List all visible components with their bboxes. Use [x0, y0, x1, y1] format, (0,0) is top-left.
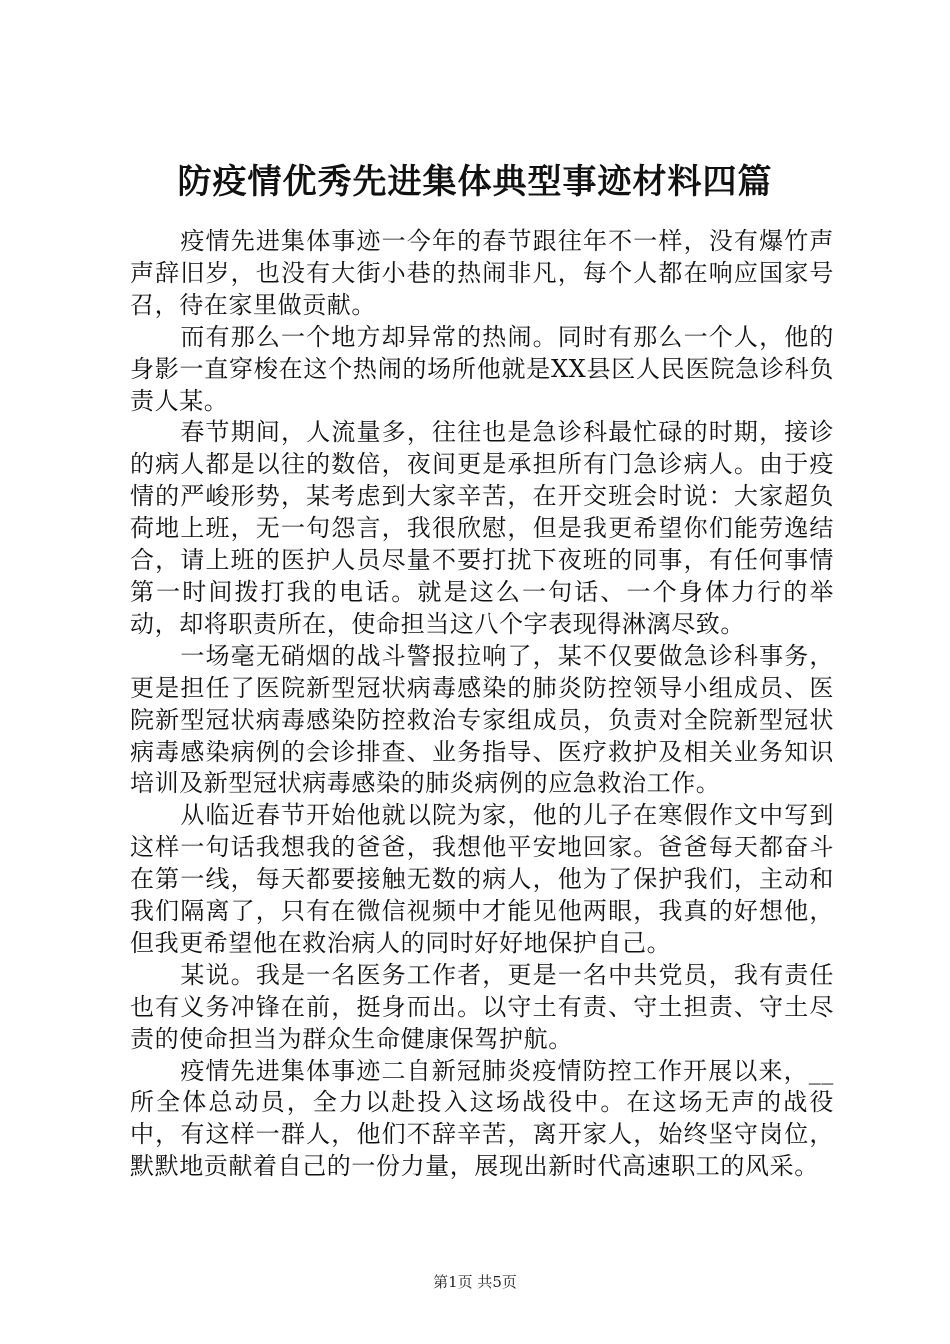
- paragraph-1: 疫情先进集体事迹一今年的春节跟往年不一样，没有爆竹声声辞旧岁，也没有大街小巷的热闹非凡，每个人都在响应国家号召，待在家里做贡献。: [130, 227, 834, 319]
- paragraph-2: 而有那么一个地方却异常的热闹。同时有那么一个人，他的身影一直穿梭在这个热闹的场所他就是XX县区人民医院急诊科负责人某。: [130, 322, 834, 415]
- paragraph-4: 一场毫无硝烟的战斗警报拉响了，某不仅要做急诊科事务，更是担任了医院新型冠状病毒感染的肺炎防控领导小组成员、医院新型冠状病毒感染防控救治专家组成员，负责对全院新型冠状病毒感染病例的会诊排查、业务指导、医疗救护及相关业务知识培训及新型冠状病毒感染的肺炎病例的应急救治工作。: [130, 641, 834, 798]
- document-body: [130, 226, 834, 1183]
- paragraph-5: 从临近春节开始他就以院为家，他的儿子在寒假作文中写到这样一句话我想我的爸爸，我想他平安地回家。爸爸每天都奋斗在第一线，每天都要接触无数的病人，他为了保护我们，主动和我们隔离了，只有在微信视频中才能见他两眼，我真的好想他，但我更希望他在救治病人的同时好好地保护自己。: [130, 801, 834, 957]
- page-number-footer: 第1页 共5页: [433, 1273, 517, 1291]
- paragraph-7: 疫情先进集体事迹二自新冠肺炎疫情防控工作开展以来，__所全体总动员，全力以赴投入这场战役中。在这场无声的战役中，有这样一群人，他们不辞辛苦，离开家人，始终坚守岗位，默默地贡献着自己的一份力量，展现出新时代高速职工的风采。: [130, 1056, 834, 1181]
- paragraph-3: 春节期间，人流量多，往往也是急诊科最忙碌的时期，接诊的病人都是以往的数倍，夜间更是承担所有门急诊病人。由于疫情的严峻形势，某考虑到大家辛苦，在开交班会时说：大家超负荷地上班，无一句怨言，我很欣慰，但是我更希望你们能劳逸结合，请上班的医护人员尽量不要打扰下夜班的同事，有任何事情第一时间拨打我的电话。就是这么一句话、一个身体力行的举动，却将职责所在，使命担当这八个字表现得淋漓尽致。: [130, 418, 834, 638]
- document-title: 防疫情优秀先进集体典型事迹材料四篇: [177, 162, 773, 202]
- paragraph-6: 某说。我是一名医务工作者，更是一名中共党员，我有责任也有义务冲锋在前，挺身而出。以守土有责、守土担责、守土尽责的使命担当为群众生命健康保驾护航。: [130, 960, 834, 1053]
